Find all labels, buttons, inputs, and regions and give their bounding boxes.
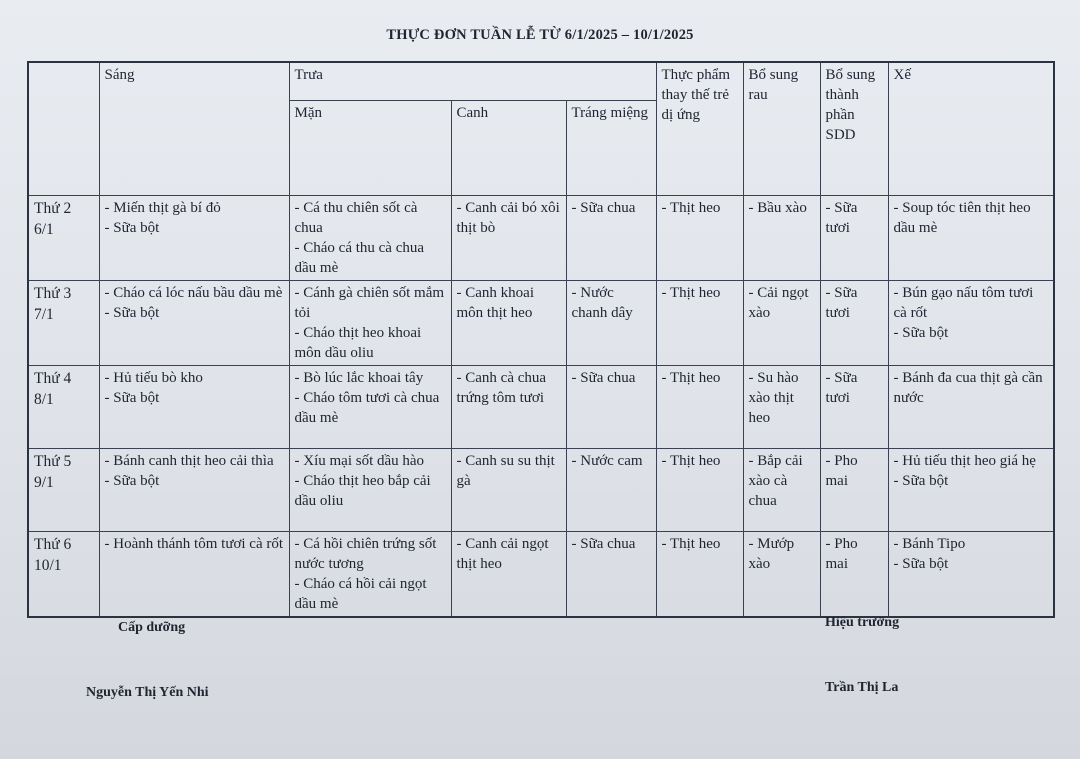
day-label: Thứ 2 <box>34 199 72 217</box>
menu-item: - Cải ngọt xào <box>748 284 809 321</box>
cell-sang <box>99 365 289 448</box>
signature-role-left: Cấp dưỡng <box>118 620 186 635</box>
cell-canh <box>451 280 566 365</box>
cell-xe <box>888 195 1054 280</box>
table-row <box>28 365 1054 448</box>
table-row <box>28 448 1054 531</box>
date-label: 6/1 <box>34 220 54 238</box>
cell-xe <box>888 365 1054 448</box>
menu-item: - Pho mai <box>825 452 858 489</box>
menu-item: - Sữa tươi <box>825 369 858 406</box>
menu-item: - Canh cải ngọt thịt heo <box>456 535 549 572</box>
menu-item: - Canh su su thịt gà <box>456 452 555 489</box>
date-label: 9/1 <box>34 473 54 491</box>
table-row <box>28 531 1054 617</box>
menu-item: - Cháo cá lóc nấu bầu dầu mè <box>104 284 283 301</box>
menu-item: - Hoành thánh tôm tươi cà rốt <box>104 535 284 552</box>
cell-trang-mieng <box>566 365 656 448</box>
cell-bo-sung-sdd <box>820 195 888 280</box>
header-man: Mặn <box>289 100 451 195</box>
menu-item: - Cá thu chiên sốt cà chua <box>294 199 418 236</box>
menu-item: - Su hào xào thịt heo <box>748 369 799 426</box>
cell-thuc-pham <box>656 195 743 280</box>
menu-item: - Cháo cá hồi cải ngọt dầu mè <box>294 575 427 612</box>
menu-item: - Soup tóc tiên thịt heo dầu mè <box>893 199 1031 236</box>
menu-item: - Nước chanh dây <box>571 284 633 321</box>
menu-item: - Xíu mại sốt dầu hào <box>294 452 425 469</box>
cell-xe <box>888 280 1054 365</box>
table-row <box>28 280 1054 365</box>
signature-name-left: Nguyễn Thị Yến Nhi <box>86 685 209 700</box>
menu-item: - Bún gạo nấu tôm tươi cà rốt <box>893 284 1034 321</box>
day-cell <box>28 365 99 448</box>
header-trua: Trưa <box>289 62 656 100</box>
cell-bo-sung-rau <box>743 531 820 617</box>
menu-item: - Thịt heo <box>661 535 721 552</box>
day-label: Thứ 3 <box>34 284 72 302</box>
menu-item: - Canh cà chua trứng tôm tươi <box>456 369 547 406</box>
menu-item: - Sữa bột <box>893 555 949 572</box>
menu-item: - Thịt heo <box>661 284 721 301</box>
cell-thuc-pham <box>656 531 743 617</box>
cell-sang <box>99 280 289 365</box>
cell-bo-sung-rau <box>743 195 820 280</box>
cell-bo-sung-sdd <box>820 280 888 365</box>
day-cell <box>28 195 99 280</box>
menu-item: - Canh cải bó xôi thịt bò <box>456 199 560 236</box>
signature-role-right: Hiệu trưởng <box>825 615 900 630</box>
cell-sang <box>99 448 289 531</box>
menu-item: - Sữa tươi <box>825 284 858 321</box>
menu-item: - Canh khoai môn thịt heo <box>456 284 534 321</box>
cell-bo-sung-rau <box>743 280 820 365</box>
day-label: Thứ 4 <box>34 369 72 387</box>
date-label: 7/1 <box>34 305 54 323</box>
cell-bo-sung-sdd <box>820 531 888 617</box>
menu-item: - Sữa bột <box>104 304 160 321</box>
header-bo-sung-rau: Bổ sung rau <box>743 62 820 195</box>
cell-trang-mieng <box>566 531 656 617</box>
menu-item: - Bầu xào <box>748 199 807 216</box>
menu-item: - Cá hồi chiên trứng sốt nước tương <box>294 535 437 572</box>
cell-man <box>289 280 451 365</box>
menu-item: - Bò lúc lắc khoai tây <box>294 369 424 386</box>
menu-item: - Thịt heo <box>661 369 721 386</box>
menu-item: - Sữa bột <box>104 472 160 489</box>
menu-item: - Cháo cá thu cà chua dầu mè <box>294 239 425 276</box>
menu-item: - Sữa bột <box>104 389 160 406</box>
cell-trang-mieng <box>566 280 656 365</box>
menu-item: - Hủ tiếu thịt heo giá hẹ <box>893 452 1036 469</box>
cell-thuc-pham <box>656 448 743 531</box>
menu-item: - Thịt heo <box>661 199 721 216</box>
cell-man <box>289 448 451 531</box>
date-label: 8/1 <box>34 390 54 408</box>
cell-canh <box>451 195 566 280</box>
menu-item: - Nước cam <box>571 452 643 469</box>
menu-item: - Bắp cải xào cà chua <box>748 452 803 509</box>
day-label: Thứ 6 <box>34 535 72 553</box>
header-canh: Canh <box>451 100 566 195</box>
menu-item: - Miến thịt gà bí đỏ <box>104 199 221 216</box>
cell-man <box>289 195 451 280</box>
cell-bo-sung-sdd <box>820 365 888 448</box>
menu-item: - Bánh đa cua thịt gà cần nước <box>893 369 1043 406</box>
menu-item: - Sữa chua <box>571 199 636 216</box>
day-cell <box>28 531 99 617</box>
day-cell <box>28 280 99 365</box>
cell-bo-sung-sdd <box>820 448 888 531</box>
header-sang: Sáng <box>99 62 289 195</box>
menu-item: - Sữa bột <box>104 219 160 236</box>
weekly-menu-table <box>27 61 1055 618</box>
menu-item: - Bánh canh thịt heo cải thìa <box>104 452 274 469</box>
page-title: THỰC ĐƠN TUẦN LỄ TỪ 6/1/2025 – 10/1/2025 <box>386 27 694 43</box>
cell-canh <box>451 365 566 448</box>
cell-xe <box>888 448 1054 531</box>
cell-thuc-pham <box>656 280 743 365</box>
cell-trang-mieng <box>566 195 656 280</box>
cell-thuc-pham <box>656 365 743 448</box>
cell-canh <box>451 531 566 617</box>
menu-item: - Sữa bột <box>893 324 949 341</box>
menu-item: - Thịt heo <box>661 452 721 469</box>
cell-canh <box>451 448 566 531</box>
header-day <box>28 62 99 195</box>
header-xe: Xế <box>888 62 1054 195</box>
day-label: Thứ 5 <box>34 452 72 470</box>
menu-body <box>28 195 1054 617</box>
cell-sang <box>99 195 289 280</box>
cell-man <box>289 531 451 617</box>
cell-sang <box>99 531 289 617</box>
menu-item: - Pho mai <box>825 535 858 572</box>
header-thuc-pham: Thực phẩm thay thế trẻ dị ứng <box>656 62 743 195</box>
menu-item: - Bánh Tipo <box>893 535 966 552</box>
menu-item: - Sữa tươi <box>825 199 858 236</box>
cell-xe <box>888 531 1054 617</box>
cell-trang-mieng <box>566 448 656 531</box>
menu-item: - Hủ tiếu bò kho <box>104 369 203 386</box>
menu-item: - Mướp xào <box>748 535 795 572</box>
menu-item: - Cháo thịt heo khoai môn dầu oliu <box>294 324 422 361</box>
signature-name-right: Trần Thị La <box>825 680 899 695</box>
menu-item: - Cánh gà chiên sốt mắm tỏi <box>294 284 445 321</box>
menu-item: - Sữa bột <box>893 472 949 489</box>
table-row <box>28 195 1054 280</box>
cell-bo-sung-rau <box>743 448 820 531</box>
menu-item: - Cháo tôm tươi cà chua dầu mè <box>294 389 440 426</box>
date-label: 10/1 <box>34 556 62 574</box>
day-cell <box>28 448 99 531</box>
menu-item: - Sữa chua <box>571 535 636 552</box>
cell-bo-sung-rau <box>743 365 820 448</box>
header-bo-sung-sdd: Bổ sung thành phần SDD <box>820 62 888 195</box>
cell-man <box>289 365 451 448</box>
menu-item: - Cháo thịt heo bắp cải dầu oliu <box>294 472 431 509</box>
menu-item: - Sữa chua <box>571 369 636 386</box>
header-trang-mieng: Tráng miệng <box>566 100 656 195</box>
